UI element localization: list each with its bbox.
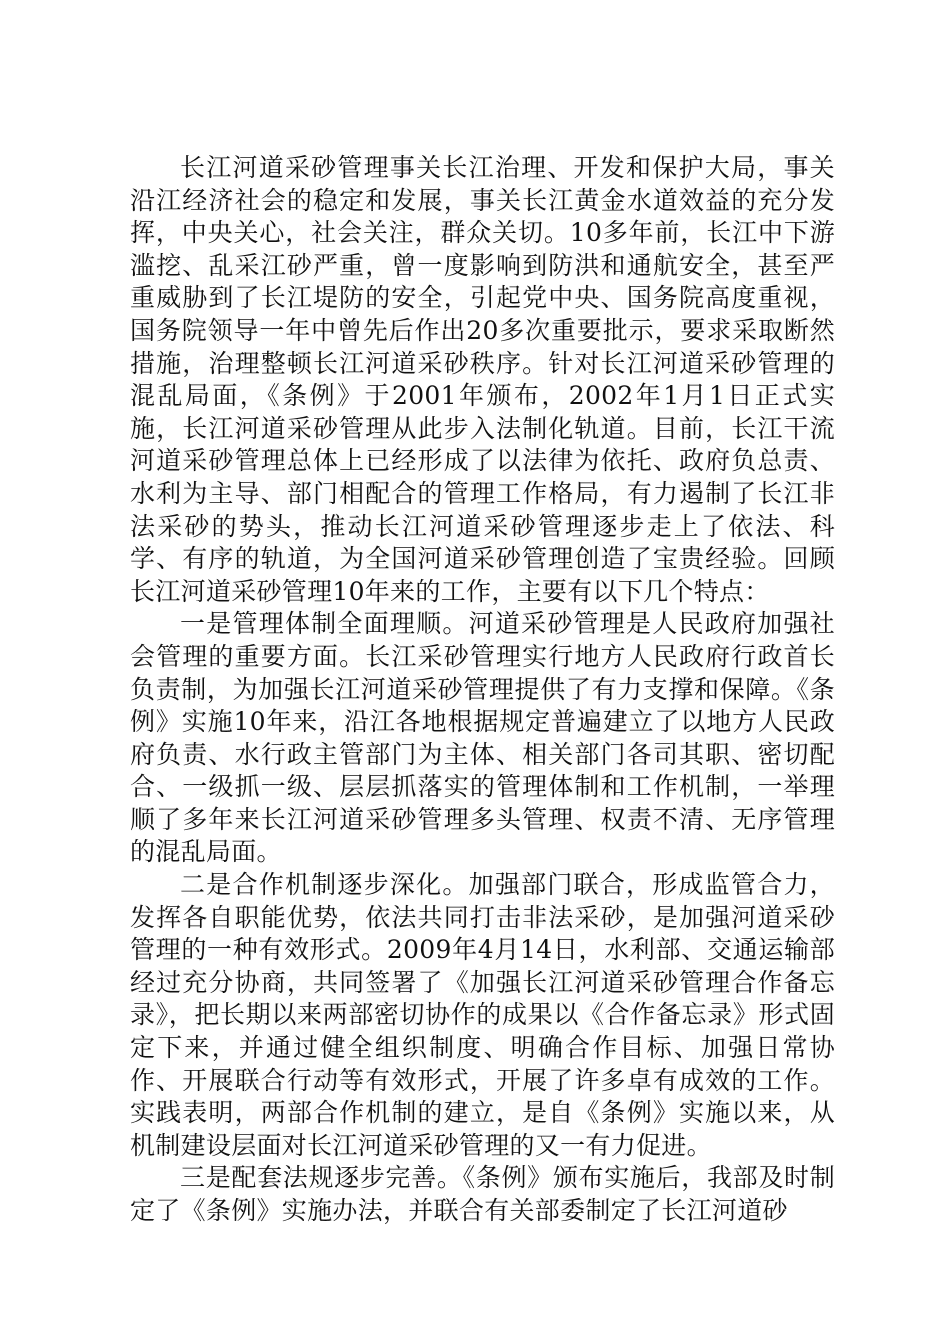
paragraph-management-system: 一是管理体制全面理顺。河道采砂管理是人民政府加强社会管理的重要方面。长江采砂管理实行地方人民政府行政首长负责制，为加强长江河道采砂管理提供了有力支撑和保障。《条例》实施10年来，沿江各地根据规定普遍建立了以地方人民政府负责、水行政主管部门为主体、相关部门各司其职、密切配合、一级抓一级、层层抓落实的管理体制和工作机制，一举理顺了多年来长江河道采砂管理多头管理、权责不清、无序管理的混乱局面。 [130,609,835,867]
paragraph-supporting-regulations: 三是配套法规逐步完善。《条例》颁布实施后，我部及时制定了《条例》实施办法，并联合有关部委制定了长江河道砂 [130,1163,835,1225]
paragraph-intro: 长江河道采砂管理事关长江治理、开发和保护大局，事关沿江经济社会的稳定和发展，事关长江黄金水道效益的充分发挥，中央关心，社会关注，群众关切。10多年前，长江中下游滥挖、乱采江砂严重，曾一度影响到防洪和通航安全，甚至严重威胁到了长江堤防的安全，引起党中央、国务院高度重视，国务院领导一年中曾先后作出20多次重要批示，要求采取断然措施，治理整顿长江河道采砂秩序。针对长江河道采砂管理的混乱局面，《条例》于2001年颁布，2002年1月1日正式实施，长江河道采砂管理从此步入法制化轨道。目前，长江干流河道采砂管理总体上已经形成了以法律为依托、政府负总责、水利为主导、部门相配合的管理工作格局，有力遏制了长江非法采砂的势头，推动长江河道采砂管理逐步走上了依法、科学、有序的轨道，为全国河道采砂管理创造了宝贵经验。回顾长江河道采砂管理10年来的工作，主要有以下几个特点： [130,153,835,606]
paragraph-cooperation-mechanism: 二是合作机制逐步深化。加强部门联合，形成监管合力，发挥各自职能优势，依法共同打击非法采砂，是加强河道采砂管理的一种有效形式。2009年4月14日，水利部、交通运输部经过充分协商，共同签署了《加强长江河道采砂管理合作备忘录》，把长期以来两部密切协作的成果以《合作备忘录》形式固定下来，并通过健全组织制度、明确合作目标、加强日常协作、开展联合行动等有效形式，开展了许多卓有成效的工作。实践表明，两部合作机制的建立，是自《条例》实施以来，从机制建设层面对长江河道采砂管理的又一有力促进。 [130,870,835,1160]
document-body [130,152,835,1228]
